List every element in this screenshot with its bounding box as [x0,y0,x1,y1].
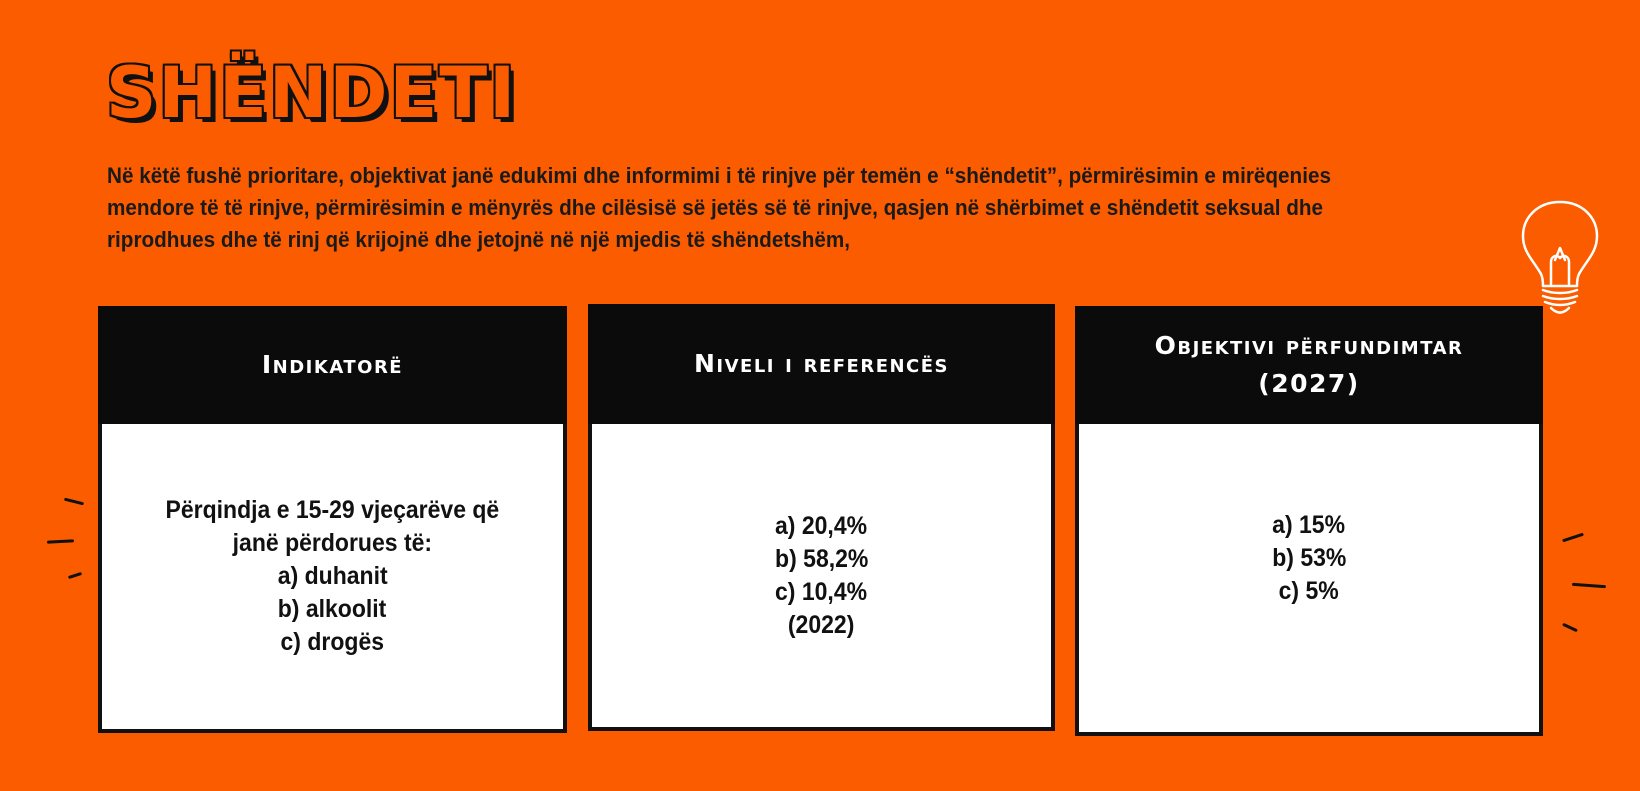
left-dash-bottom [68,572,82,579]
card-reference-header [588,304,1055,424]
card-indicators-line: b) alkoolit [278,595,387,623]
right-dash-bottom [1562,623,1578,632]
page-title: SHËNDETI [106,52,518,134]
card-final-objective-header [1075,306,1543,424]
card-reference-line: (2022) [788,610,855,639]
left-dash-middle [47,539,74,543]
card-reference-header-text: Niveli i referencës [693,349,950,378]
card-indicators-line: Përqindja e 15-29 vjeçarëve që [165,496,500,524]
card-final-objective-body [1079,424,1539,692]
card-indicators-body [102,424,563,729]
card-indicators-line: c) drogës [280,628,385,656]
card-reference-body [592,424,1051,727]
card-final-objective-header-year: (2027) [1258,369,1360,398]
card-indicators-header [98,306,567,424]
right-dash-top [1562,533,1584,543]
card-final-objective [1075,306,1543,736]
card-indicators [98,306,567,733]
card-reference [588,304,1055,731]
card-indicators-line: janë përdorues të: [232,529,433,557]
card-final-objective-line: b) 53% [1271,543,1347,572]
right-dash-middle [1572,583,1606,588]
card-reference-line: b) 58,2% [774,544,869,573]
lightbulb-icon [1515,196,1605,326]
intro-paragraph: Në këtë fushë prioritare, objektivat janë edukimi dhe informimi i të rinjve për temën e “shëndetit”, përmirësimin e mirëqenies mendore të të rinjve, përmirësimin e mënyrës dhe cilësisë së jetës së të rinjve, qasjen në shërbimet e shëndetit seksual dhe riprodhues dhe të rinj që krijojnë dhe jetojnë në një mjedis të shëndetshëm, [107,163,1331,252]
card-final-objective-line: a) 15% [1272,510,1346,539]
card-indicators-line: a) duhanit [277,562,388,590]
card-final-objective-header-text: Objektivi përfundimtar [1154,331,1464,360]
card-final-objective-line: c) 5% [1278,576,1340,605]
card-reference-line: c) 10,4% [775,577,868,606]
card-indicators-header-text: Indikatorë [261,350,404,379]
left-dash-top [64,498,84,506]
card-reference-line: a) 20,4% [775,511,868,540]
